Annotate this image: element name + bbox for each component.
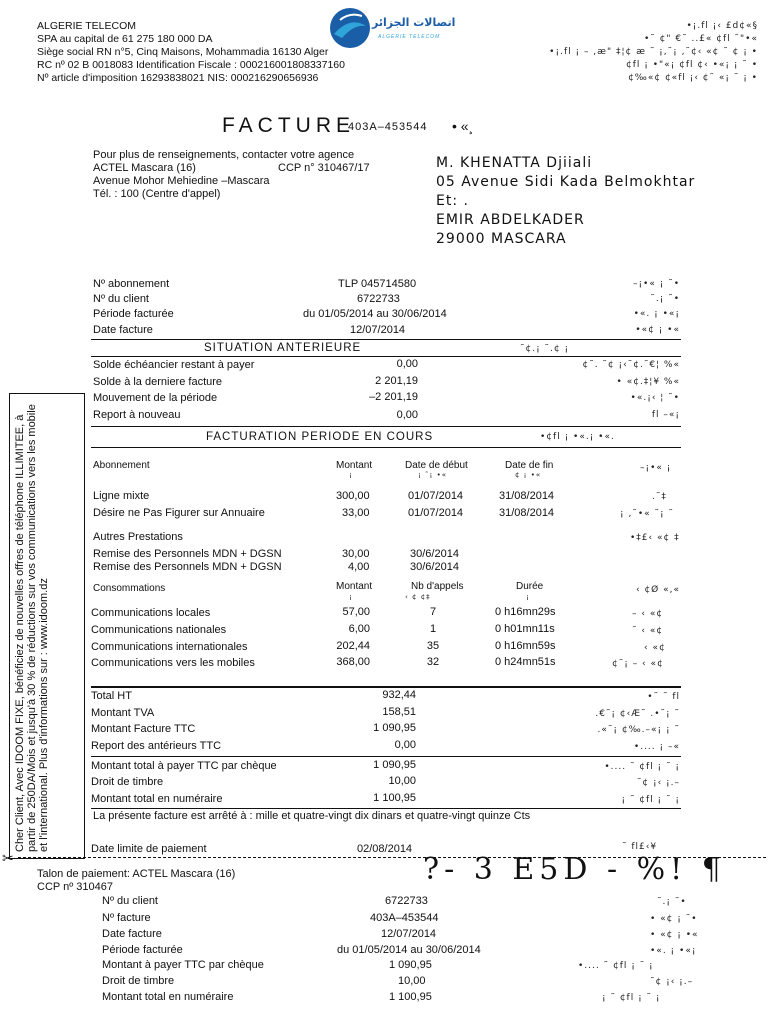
periode-title: FACTURATION PERIODE EN COURS xyxy=(206,431,434,443)
talon-label: Nº facture xyxy=(102,912,151,924)
talon-value: 12/07/2014 xyxy=(381,928,437,940)
situation-arabic: • «¢.‡¦¥ %« xyxy=(616,377,680,387)
total-arabic: .«˜¡ ¢‰.–«¡ ¡ ˜ xyxy=(597,725,680,735)
autres-title: Autres Prestations xyxy=(93,531,183,543)
info-arabic: –¡•« ¡ ˜• xyxy=(632,279,680,289)
payment-value: 1 090,95 xyxy=(373,759,416,771)
col-header-fin: Date de fin xyxy=(505,460,554,471)
talon-label: Période facturée xyxy=(102,944,183,956)
info-arabic: ˜.¡ ˜• xyxy=(650,294,680,304)
col-header-montant-arabic: ¡ xyxy=(349,471,353,479)
company-capital: SPA au capital de 61 275 180 000 DA xyxy=(37,33,213,45)
payment-label: Droit de timbre xyxy=(91,776,164,788)
conso-arabic: ˜ ‹ «¢ xyxy=(632,626,664,636)
total-value: 1 090,95 xyxy=(373,722,416,734)
talon-label: Montant à payer TTC par chèque xyxy=(102,959,264,971)
situation-title-arabic: ˜¢.¡ ˜.¢ ¡ xyxy=(520,344,570,354)
abonnement-arabic: ¡ ,˜•« ˜¡ ˜ xyxy=(620,509,674,519)
company-address: Siège social RN n°5, Cinq Maisons, Mohammadia 16130 Alger xyxy=(37,46,329,58)
talon-arabic: ˜.¡ ˜• xyxy=(657,897,687,907)
total-arabic: .€˜¡ ¢‹Æ˜ .•˜¡ ˜ xyxy=(595,709,680,719)
info-label: Période facturée xyxy=(93,308,174,320)
talon-value: du 01/05/2014 au 30/06/2014 xyxy=(337,944,481,956)
due-date-arabic: ˜ fl£‹¥ xyxy=(622,842,658,852)
invoice-number: 403A–453544 xyxy=(348,121,428,133)
divider xyxy=(91,686,681,688)
total-label: Montant TVA xyxy=(91,707,155,719)
conso-label: Communications internationales xyxy=(91,641,248,653)
client-address xyxy=(436,154,695,249)
garbled-line: •¡.fl ¡ – ,æ" ‡¦¢ æ ˜ ¡,˜¡ ,˜¢‹ «¢ ˜ ¢ ¡ • xyxy=(549,47,758,57)
company-nis: Nº article d'imposition 16293838021 NIS: 000216290656936 xyxy=(37,72,319,84)
agency-name: ACTEL Mascara (16) xyxy=(93,162,196,174)
situation-label: Mouvement de la période xyxy=(93,392,218,404)
invoice-number-arabic: • «¸ xyxy=(452,118,474,134)
agency-phone: Tél. : 100 (Centre d'appel) xyxy=(93,188,221,200)
conso-montant: 368,00 xyxy=(336,656,370,668)
situation-arabic: •«.¡‹ ¦ ˜• xyxy=(630,393,680,403)
situation-value: –2 201,19 xyxy=(369,391,418,403)
conso-appels: 7 xyxy=(429,606,437,618)
abonnement-debut: 01/07/2014 xyxy=(408,507,464,519)
garbled-line: •˜ ¢" €˜ ..£« ¢fl ˜"•« xyxy=(643,34,758,44)
algerie-telecom-logo xyxy=(328,6,456,50)
conso-duree: 0 h16mn59s xyxy=(495,640,556,652)
divider xyxy=(91,339,681,340)
abonnement-label: Ligne mixte xyxy=(93,490,150,502)
payment-value: 10,00 xyxy=(388,775,416,787)
payment-arabic: •.... ˜ ¢fl ¡ ˜ ¡ xyxy=(604,762,680,772)
col-header-fin-arabic: ¢ ¡ •« xyxy=(515,471,542,479)
autres-date: 30/6/2014 xyxy=(410,548,459,560)
situation-arabic: fl –«¡ xyxy=(651,410,680,420)
logo-arabic: اتصالات الجزائر xyxy=(372,16,456,29)
talon-title: Talon de paiement: ACTEL Mascara (16) xyxy=(37,868,236,880)
col-header-abonnement: Abonnement xyxy=(93,460,150,471)
autres-montant: 30,00 xyxy=(342,548,370,560)
conso-col-montant-arabic: ¡ xyxy=(349,593,353,601)
periode-title-arabic: •¢fl ¡ •«.¡ •«. xyxy=(540,432,615,442)
conso-col-appels: Nb d'appels xyxy=(411,581,464,592)
total-label: Total HT xyxy=(91,690,132,702)
divider xyxy=(91,808,681,809)
info-arabic: •«. ¡ •«¡ xyxy=(633,309,680,319)
info-value: 12/07/2014 xyxy=(350,324,406,336)
info-label: Nº abonnement xyxy=(93,278,170,290)
client-extra: Et: . xyxy=(436,193,469,209)
conso-title: Consommations xyxy=(93,583,166,594)
autres-title-arabic: •‡£‹ «¢ ‡ xyxy=(630,533,680,543)
conso-montant: 57,00 xyxy=(342,606,370,618)
conso-montant: 6,00 xyxy=(348,623,370,635)
info-label: Date facture xyxy=(93,324,153,336)
garbled-line: ¢fl ¡ •"«¡ ¢fl ¢‹ •«¡ ¡ ˜ • xyxy=(625,60,758,70)
agency-contact: Pour plus de renseignements, contacter votre agence xyxy=(93,149,355,161)
abonnement-debut: 01/07/2014 xyxy=(408,490,464,502)
conso-duree: 0 h24mn51s xyxy=(495,656,556,668)
talon-value: 403A–453544 xyxy=(370,912,439,924)
due-date-value: 02/08/2014 xyxy=(357,843,413,855)
abonnement-fin: 31/08/2014 xyxy=(499,490,555,502)
situation-label: Solde à la derniere facture xyxy=(93,376,223,388)
total-arabic: •.... ¡ –« xyxy=(633,742,680,752)
situation-label: Solde échéancier restant à payer xyxy=(93,359,255,371)
total-value: 0,00 xyxy=(394,739,416,751)
talon-label: Nº du client xyxy=(102,895,158,907)
agency-ccp: CCP n° 310467/17 xyxy=(278,162,370,174)
company-rc: RC nº 02 B 0018083 Identification Fiscale : 000216001808337160 xyxy=(37,59,345,71)
conso-arabic: ‹ «¢ xyxy=(644,643,666,653)
info-value: du 01/05/2014 au 30/06/2014 xyxy=(303,308,447,320)
situation-value: 0,00 xyxy=(396,358,418,370)
divider xyxy=(91,426,681,427)
col-header-montant: Montant xyxy=(336,460,373,471)
info-value: TLP 045714580 xyxy=(338,278,417,290)
situation-arabic: ¢˜. ˜¢ ¡‹˜¢.˜€¦ %« xyxy=(582,360,680,370)
col-header-debut: Date de début xyxy=(405,460,468,471)
scissors-icon: ✂ xyxy=(2,850,14,866)
garbled-line: ¢‰«¢ ¢«fl ¡‹ ¢˜ «¡ ˜ ¡ • xyxy=(628,73,758,83)
client-district: EMIR ABDELKADER xyxy=(436,212,585,228)
talon-value: 1 100,95 xyxy=(389,991,432,1003)
conso-montant: 202,44 xyxy=(336,640,370,652)
info-label: Nº du client xyxy=(93,293,149,305)
conso-header-arabic: ‹ ¢Ø «,« xyxy=(636,585,681,595)
info-arabic: •«¢ ¡ •« xyxy=(635,325,680,335)
due-date-label: Date limite de paiement xyxy=(91,843,207,855)
divider xyxy=(91,356,681,357)
payment-arabic: ¡ ˜ ¢fl ¡ ˜ ¡ xyxy=(621,795,680,805)
conso-appels: 1 xyxy=(429,623,437,635)
situation-value: 0,00 xyxy=(396,409,418,421)
conso-col-montant: Montant xyxy=(336,581,373,592)
situation-value: 2 201,19 xyxy=(375,375,418,387)
conso-duree: 0 h01mn11s xyxy=(495,623,555,635)
autres-date: 30/6/2014 xyxy=(410,561,459,573)
talon-arabic: • «¢ ¡ ˜• xyxy=(650,914,698,924)
conso-label: Communications vers les mobiles xyxy=(91,657,255,669)
info-value: 6722733 xyxy=(357,293,400,305)
logo-latin: ALGERIE TELECOM xyxy=(378,34,441,40)
conso-col-duree-arabic: ¡ xyxy=(526,593,530,601)
talon-arabic: ˜¢ ¡‹ ¡.– xyxy=(650,977,694,987)
conso-arabic: ¢˜¡ – ‹ «¢ xyxy=(612,659,664,669)
total-label: Montant Facture TTC xyxy=(91,723,196,735)
talon-value: 1 090,95 xyxy=(389,959,432,971)
client-name: M. KHENATTA Djiiali xyxy=(436,155,593,171)
abonnement-montant: 300,00 xyxy=(336,490,370,502)
conso-appels: 35 xyxy=(426,640,440,652)
company-name: ALGERIE TELECOM xyxy=(37,20,137,32)
talon-ccp: CCP nº 310467 xyxy=(37,881,113,893)
conso-label: Communications nationales xyxy=(91,624,227,636)
total-label: Report des antérieurs TTC xyxy=(91,740,222,752)
payment-label: Montant total à payer TTC par chèque xyxy=(91,760,277,772)
payment-arabic: ˜¢ ¡‹ ¡.– xyxy=(636,778,680,788)
talon-value: 6722733 xyxy=(385,895,428,907)
payment-label: Montant total en numéraire xyxy=(91,793,223,805)
barcode: ?- 3 E5D - %! ¶ xyxy=(423,852,726,887)
talon-label: Date facture xyxy=(102,928,162,940)
agency-address: Avenue Mohor Mehiedine –Mascara xyxy=(93,175,270,187)
divider xyxy=(91,756,681,757)
amount-in-words: La présente facture est arrêté à : mille et quatre-vingt dix dinars et quatre-vingt quinze Cts xyxy=(93,810,531,822)
promo-text: Cher Client, Avec IDOOM FIXE, bénéficiez de nouvelles offres de téléphone ILLIMITEE, à partir de 250DA/Mois et jusqu'à 30 % de réductions sur vos communications vers les mobile et l'international. Plus d'informations sur : www.idoom.dz xyxy=(14,404,50,852)
talon-arabic: •.... ˜ ¢fl ¡ ˜ ¡ xyxy=(578,961,654,971)
agency-info xyxy=(93,149,354,201)
talon-label: Montant total en numéraire xyxy=(102,991,234,1003)
conso-label: Communications locales xyxy=(91,607,211,619)
talon-arabic: • «¢ ¡ •« xyxy=(650,930,699,940)
abonnement-arabic: .˜‡ xyxy=(652,492,667,502)
total-value: 932,44 xyxy=(382,689,416,701)
promo-side-box xyxy=(9,393,85,859)
conso-appels: 32 xyxy=(426,656,440,668)
payment-value: 1 100,95 xyxy=(373,792,416,804)
autres-montant: 4,00 xyxy=(348,561,370,573)
client-street: 05 Avenue Sidi Kada Belmokhtar xyxy=(436,174,696,190)
conso-col-appels-arabic: ‹ ¢ ¢‡ xyxy=(405,593,431,601)
talon-arabic: •«. ¡ •«¡ xyxy=(650,946,697,956)
abonnement-montant: 33,00 xyxy=(342,507,370,519)
talon-label: Droit de timbre xyxy=(102,975,175,987)
talon-arabic: ¡ ˜ ¢fl ¡ ˜ ¡ xyxy=(602,993,661,1003)
abonnement-fin: 31/08/2014 xyxy=(499,507,555,519)
talon-value: 10,00 xyxy=(398,975,426,987)
abonnement-label: Désire ne Pas Figurer sur Annuaire xyxy=(93,507,265,519)
situation-title: SITUATION ANTERIEURE xyxy=(204,342,362,354)
conso-col-duree: Durée xyxy=(516,581,544,592)
conso-duree: 0 h16mn29s xyxy=(495,606,556,618)
garbled-line: •¡.fl ¡‹ £d¢«§ xyxy=(686,21,758,31)
col-header-debut-arabic: ¡ ˜¡ •« xyxy=(418,471,447,479)
col-header-arabic: –¡•« ¡ xyxy=(640,463,672,473)
total-arabic: •˜ ˜ fl xyxy=(647,692,680,702)
client-city: 29000 MASCARA xyxy=(436,231,567,247)
autres-label: Remise des Personnels MDN + DGSN xyxy=(93,561,282,573)
autres-label: Remise des Personnels MDN + DGSN xyxy=(93,548,282,560)
divider xyxy=(91,447,681,448)
conso-arabic: – ‹ «¢ xyxy=(632,609,664,619)
company-info-arabic xyxy=(480,20,758,85)
situation-label: Report à nouveau xyxy=(93,409,181,421)
total-value: 158,51 xyxy=(382,706,416,718)
company-info xyxy=(37,20,345,85)
invoice-title: FACTURE xyxy=(222,114,356,137)
